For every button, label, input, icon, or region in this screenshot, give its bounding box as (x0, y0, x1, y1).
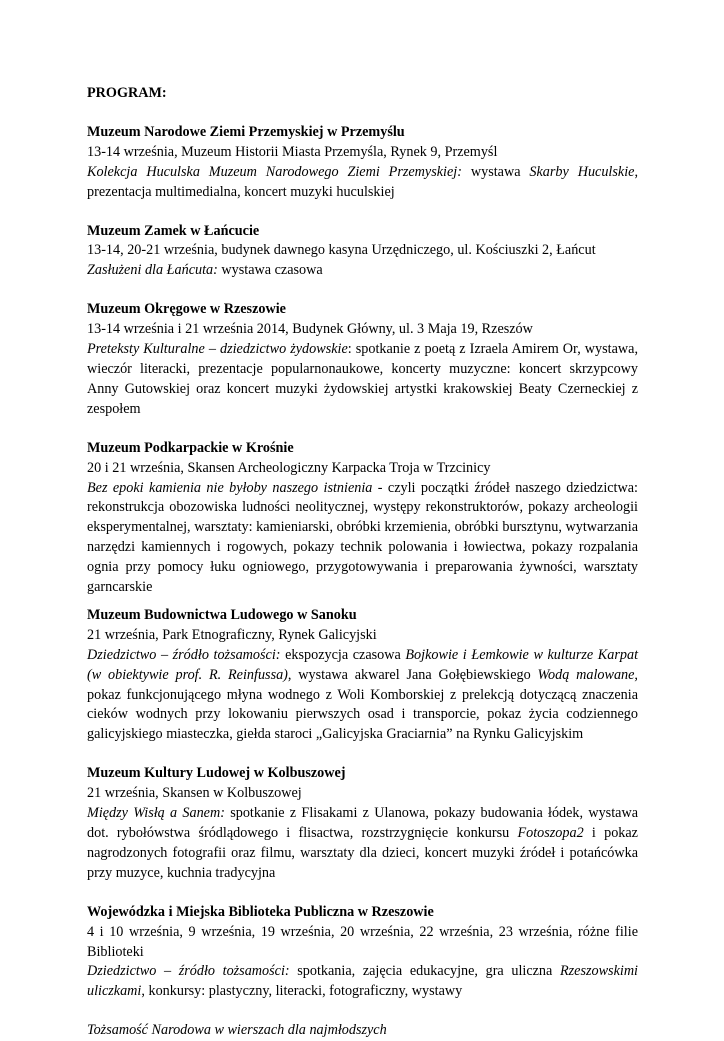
section-library (87, 903, 638, 1003)
description-segment: , prezentacja multimedialna, koncert muzyki huculskiej (87, 163, 638, 200)
description-segment: Dziedzictwo – źródło tożsamości: (87, 963, 290, 980)
section-heading: Muzeum Narodowe Ziemi Przemyskiej w Przemyślu (87, 123, 405, 140)
description-segment: , wystawa akwarel Jana Gołębiewskiego (287, 666, 538, 683)
description-segment: , konkursy: plastyczny, literacki, fotograficzny, wystawy (141, 983, 463, 1000)
description-segment: spotkanie z Flisakami z Ulanowa, pokazy budowania łódek, wystawa dot. rybołówstwa śródlądowego i flisactwa, rozstrzygnięcie konkursu (87, 805, 638, 841)
description-segment: Fotoszopa2 (517, 825, 584, 841)
description-segment: Skarby Huculskie (529, 163, 635, 180)
section-heading: Muzeum Okręgowe w Rzeszowie (87, 301, 286, 318)
final-line: Tożsamość Narodowa w wierszach dla najmłodszych (87, 1022, 387, 1039)
section-info: 13-14 września, Muzeum Historii Miasta Przemyśla, Rynek 9, Przemyśl (87, 143, 498, 160)
program-title: PROGRAM: (87, 85, 167, 101)
section-lancut (87, 222, 638, 282)
section-heading: Muzeum Zamek w Łańcucie (87, 222, 260, 239)
description-segment: Zasłużeni dla Łańcuta: (87, 262, 218, 279)
description-segment: wystawa (461, 163, 530, 180)
description-segment: Bez epoki kamienia nie byłoby naszego istnienia (87, 479, 373, 496)
section-info: 21 września, Park Etnograficzny, Rynek Galicyjski (87, 626, 377, 643)
section-description (87, 804, 638, 884)
description-segment: Rzeszowskimi uliczkami (87, 963, 638, 1000)
description-segment: pokazy archeologii eksperymentalnej, warsztaty: kamieniarski, obróbki krzemienia, obróbki bursztynu, wytwarzania narzędzi kamiennych i rogowych, pokazy technik polowania i łowiectwa, pokazy rozpalania ognia przy pomocy łuku ogniowego, przygotowywania i preparowania żywności, warsztaty garncarskie (87, 499, 638, 596)
description-segment: ekspozycja czasowa (280, 646, 406, 663)
description-segment: Wodą malowane, (537, 666, 638, 683)
description-segment: : spotkanie z poetą z Izraela Amirem Or, wystawa, wieczór literacki, prezentacje popularnonaukowe, koncerty muzyczne: koncert skrzypcowy Anny Gutowskiej oraz koncert muzyki żydowskiej artystki krakowskiej Beaty Czerneckiej z zespołem (87, 341, 638, 417)
section-description (87, 163, 638, 203)
description-segment: pokaz funkcjonującego młyna wodnego z Woli Komborskiej z prelekcją dotyczącą znaczenia cieków wodnych przy lokowaniu pierwszych osad i transporcie, pokaz życia codziennego galicyjskiego miasteczka, giełda staroci „Galicyjska Graciarnia” na Rynku Galicyjskim (87, 686, 638, 743)
description-segment: Bojkowie i Łemkowie w kulturze Karpat (w obiektywie prof. R. Reinfussa) (87, 646, 639, 683)
description-segment: i pokaz nagrodzonych fotografii oraz filmu, warsztaty dla dzieci, koncert muzyki źródeł i potańcówka przy muzyce, kuchnia tradycyjna (87, 825, 638, 881)
section-info: 13-14 września i 21 września 2014, Budynek Główny, ul. 3 Maja 19, Rzeszów (87, 321, 533, 338)
section-info: 4 i 10 września, 9 września, 19 września, 20 września, 22 września, 23 września, różne filie Biblioteki (87, 923, 638, 960)
description-segment: Między Wisłą a Sanem: (87, 805, 225, 822)
section-description (87, 479, 638, 598)
description-segment: , (519, 499, 524, 516)
description-segment: wystawa czasowa (217, 262, 323, 279)
description-segment: Kolekcja Huculska Muzeum Narodowego Ziemi Przemyskiej: (87, 163, 462, 180)
section-description (87, 261, 638, 281)
description-segment: - czyli początki źródeł naszego dziedzictwa: rekonstrukcja obozowiska ludności neolitycznej, występy rekonstruktorów (87, 479, 638, 516)
section-przemysl (87, 123, 638, 203)
document-page (87, 84, 638, 1041)
section-rzeszow-museum (87, 300, 638, 419)
section-kolbuszowa (87, 764, 638, 883)
description-segment: Dziedzictwo – źródło tożsamości: (87, 646, 281, 663)
section-heading: Wojewódzka i Miejska Biblioteka Publiczna w Rzeszowie (87, 903, 434, 920)
section-heading: Muzeum Budownictwa Ludowego w Sanoku (87, 606, 357, 623)
section-krosno (87, 439, 638, 598)
section-info: 13-14, 20-21 września, budynek dawnego kasyna Urzędniczego, ul. Kościuszki 2, Łańcut (87, 242, 596, 259)
section-heading: Muzeum Podkarpackie w Krośnie (87, 439, 294, 456)
section-heading: Muzeum Kultury Ludowej w Kolbuszowej (87, 765, 346, 782)
section-info: 20 i 21 września, Skansen Archeologiczny Karpacka Troja w Trzcinicy (87, 459, 491, 476)
section-info: 21 września, Skansen w Kolbuszowej (87, 785, 302, 802)
section-sanok (87, 606, 638, 745)
description-segment: Preteksty Kulturalne – dziedzictwo żydowskie (87, 341, 348, 358)
section-description (87, 340, 638, 420)
section-description (87, 646, 638, 746)
description-segment: spotkania, zajęcia edukacyjne, gra uliczna (289, 963, 560, 980)
section-description (87, 962, 638, 1002)
